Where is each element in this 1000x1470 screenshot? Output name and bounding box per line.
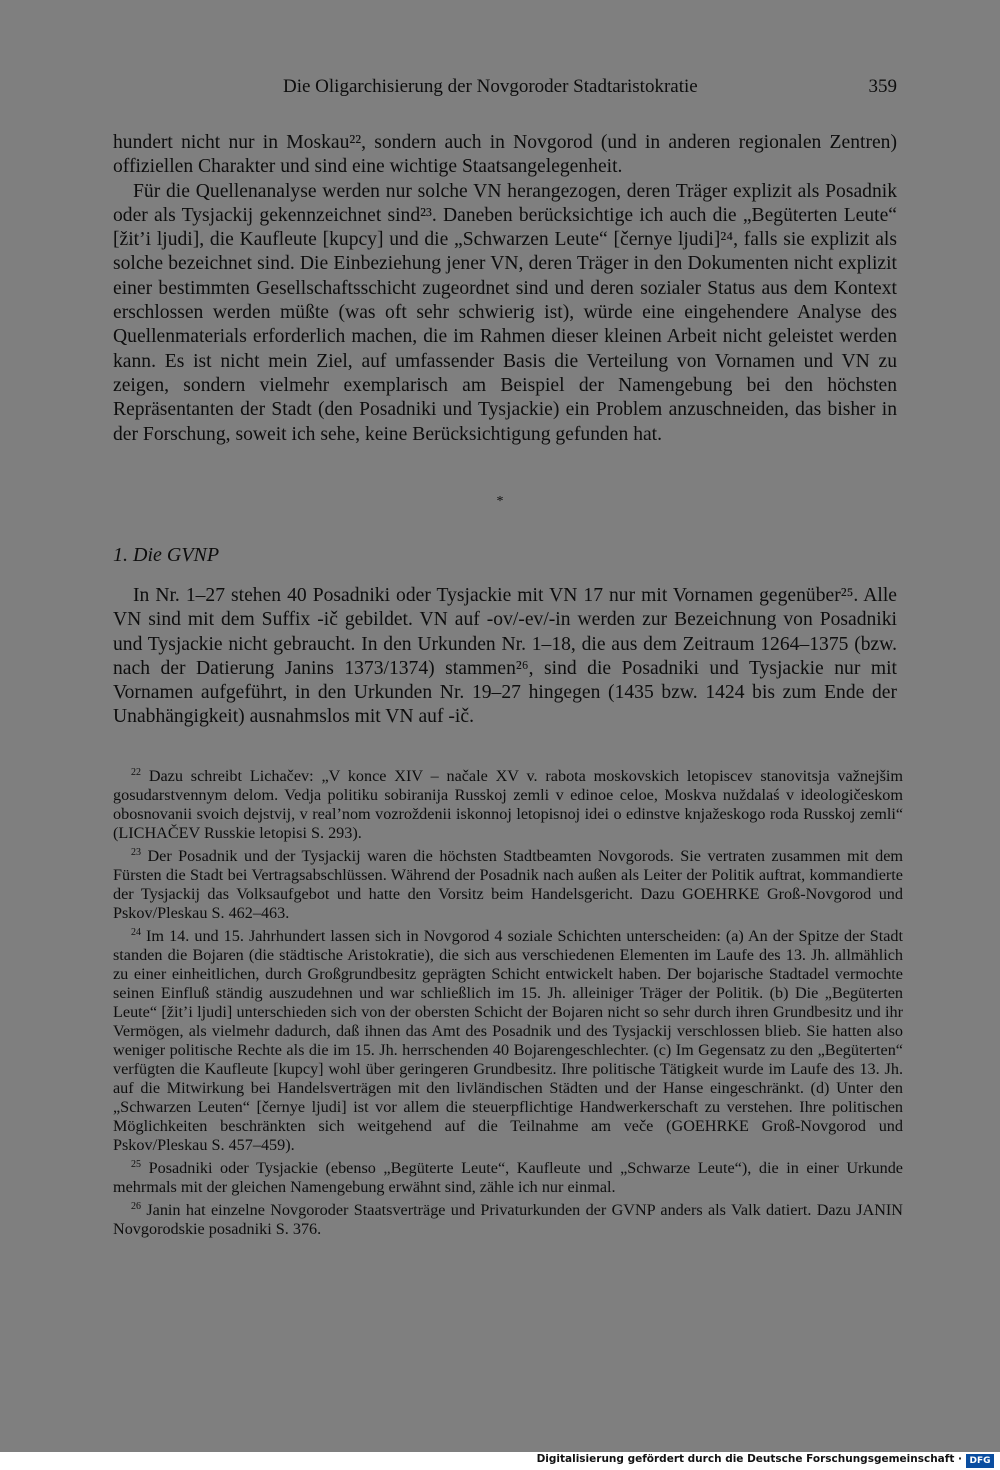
- footnote-text: Posadniki oder Tysjackie (ebenso „Begüterte Leute“, Kaufleute und „Schwarze Leute“), die in einer Urkunde mehrmals mit der gleichen Namengebung erwähnt sind, zähle ich nur einmal.: [113, 1159, 903, 1196]
- footnote-23: [113, 843, 903, 923]
- footnote-text: Der Posadnik und der Tysjackij waren die höchsten Stadtbeamten Novgorods. Sie vertraten zusammen mit dem Fürsten die Stadt bei Vertragsabschlüssen. Während der Posadnik nach außen als Leiter der Politik auftrat, kommandierte der Tysjackij das Volksaufgebot und hatte den Vorsitz beim Handelsgericht. Dazu GOEHRKE Groß-Novgorod und Pskov/Pleskau S. 462–463.: [113, 847, 903, 922]
- footnote-text: Janin hat einzelne Novgoroder Staatsverträge und Privaturkunden der GVNP anders als Valk datiert. Dazu JANIN Novgorodskie posadniki S. 376.: [113, 1201, 903, 1238]
- digitization-credit: Digitalisierung gefördert durch die Deutsche Forschungsgemeinschaft ·: [536, 1453, 962, 1465]
- footnote-number: 24: [131, 927, 141, 938]
- footnote-number: 25: [131, 1159, 141, 1170]
- footnote-number: 22: [131, 767, 141, 778]
- footnote-24: [113, 923, 903, 1155]
- paragraph-continuation: hundert nicht nur in Moskau²², sondern auch in Novgorod (und in anderen regionalen Zentren) offiziellen Charakter und sind eine wichtige Staatsangelegenheit.: [113, 132, 897, 178]
- page-number: 359: [868, 76, 897, 97]
- footnote-number: 26: [131, 1201, 141, 1212]
- footnote-text: Dazu schreibt Lichačev: „V konce XIV – načale XV v. rabota moskovskich letopiscev stanovitsja važnejšim gosudarstvennym delom. Vedja politiku sobiranija Russkoj zemli v edinoe celoe, Moskva nuždalaś v ideologičeskom obosnovanii svoich dejstvij, v real’nom vozroždenii iskonnoj letopisnoj idei o edinstve knjažeskogo roda Russkoj zemli“ (LICHAČEV Russkie letopisi S. 293).: [113, 767, 904, 842]
- footnotes: [113, 763, 903, 1239]
- footnote-number: 23: [131, 847, 141, 858]
- body-text: [113, 131, 897, 447]
- dfg-logo: DFG: [966, 1454, 994, 1468]
- section-separator: *: [496, 494, 504, 509]
- footnote-25: [113, 1155, 903, 1197]
- paragraph-gvnp: In Nr. 1–27 stehen 40 Posadniki oder Tysjackie mit VN 17 nur mit Vornamen gegenüber²⁵. Alle VN sind mit dem Suffix -ič gebildet. VN auf -ov/-ev/-in werden zur Bezeichnung von Posadniki und Tysjackie nicht gebraucht. In den Urkunden Nr. 1–18, die aus dem Zeitraum 1264–1375 (bzw. nach der Datierung Janins 1373/1374) stammen²⁶, sind die Posadniki und Tysjackie nur mit Vornamen aufgeführt, in den Urkunden Nr. 19–27 hingegen (1435 bzw. 1424 bis zum Ende der Unabhängigkeit) ausnahmslos mit VN auf -ič.: [113, 585, 897, 728]
- footnote-22: [113, 763, 903, 843]
- running-title: Die Oligarchisierung der Novgoroder Stadtaristokratie: [283, 76, 698, 97]
- section-heading: 1. Die GVNP: [113, 544, 220, 566]
- paragraph-source-analysis: Für die Quellenanalyse werden nur solche VN herangezogen, deren Träger explizit als Posadnik oder als Tysjackij gekennzeichnet sind²³. Daneben berücksichtige ich auch die „Begüterten Leute“ [žit’i ljudi], die Kaufleute [kupcy] und die „Schwarzen Leute“ [černye ljudi]²⁴, falls sie explizit als solche bezeichnet sind. Die Einbeziehung jener VN, deren Träger in den Dokumenten nicht explizit einer bestimmten Gesellschaftsschicht zugeordnet sind und deren sozialer Status aus dem Kontext erschlossen werden müßte (was oft sehr schwierig ist), würde eine eingehendere Analyse des Quellenmaterials erforderlich machen, die im Rahmen dieser kleinen Arbeit nicht geleistet werden kann. Es ist nicht mein Ziel, auf umfassender Basis die Verteilung von Vornamen und VN zu zeigen, sondern vielmehr exemplarisch am Beispiel der Namengebung bei den höchsten Repräsentanten der Stadt (den Posadniki und Tysjackie) ein Problem anzuschneiden, das bisher in der Forschung, soweit ich sehe, keine Berücksichtigung gefunden hat.: [113, 180, 897, 445]
- section-text: [113, 584, 897, 730]
- footnote-text: Im 14. und 15. Jahrhundert lassen sich in Novgorod 4 soziale Schichten unterscheiden: (a) An der Spitze der Stadt standen die Bojaren (die städtische Aristokratie), die sich aus verschiedenen Elementen im Laufe des 13. Jh. allmählich zu einer einheitlichen, durch Großgrundbesitz geprägten Schicht entwickelt haben. Der bojarische Stadtadel vermochte seinen Einfluß ständig auszudehnen und war schließlich im 15. Jh. alleiniger Träger der Politik. (b) Die „Begüterten Leute“ [žit’i ljudi] unterschieden sich von der obersten Schicht der Bojaren nicht so sehr durch ihren Grundbesitz und ihr Vermögen, als vielmehr dadurch, daß ihnen das Amt des Posadnik und des Tysjackij verschlossen blieb. Sie hatten also weniger politische Rechte als die im 15. Jh. herrschenden 40 Bojarengeschlechter. (c) Im Gegensatz zu den „Begüterten“ verfügten die Kaufleute [kupcy] wohl über geringeren Grundbesitz. Ihre politische Tätigkeit wurde im Laufe des 13. Jh. auf die Mitwirkung bei Handelsverträgen mit den livländischen Städten und der Hanse eingeschränkt. (d) Unter den „Schwarzen Leuten“ [černye ljudi] ist vor allem die steuerpflichtige Handwerkerschaft zu verstehen. Ihre politischen Möglichkeiten beschränkten sich weitgehend auf die Teilnahme am veče (GOEHRKE Groß-Novgorod und Pskov/Pleskau S. 457–459).: [113, 927, 903, 1154]
- footnote-26: [113, 1197, 903, 1239]
